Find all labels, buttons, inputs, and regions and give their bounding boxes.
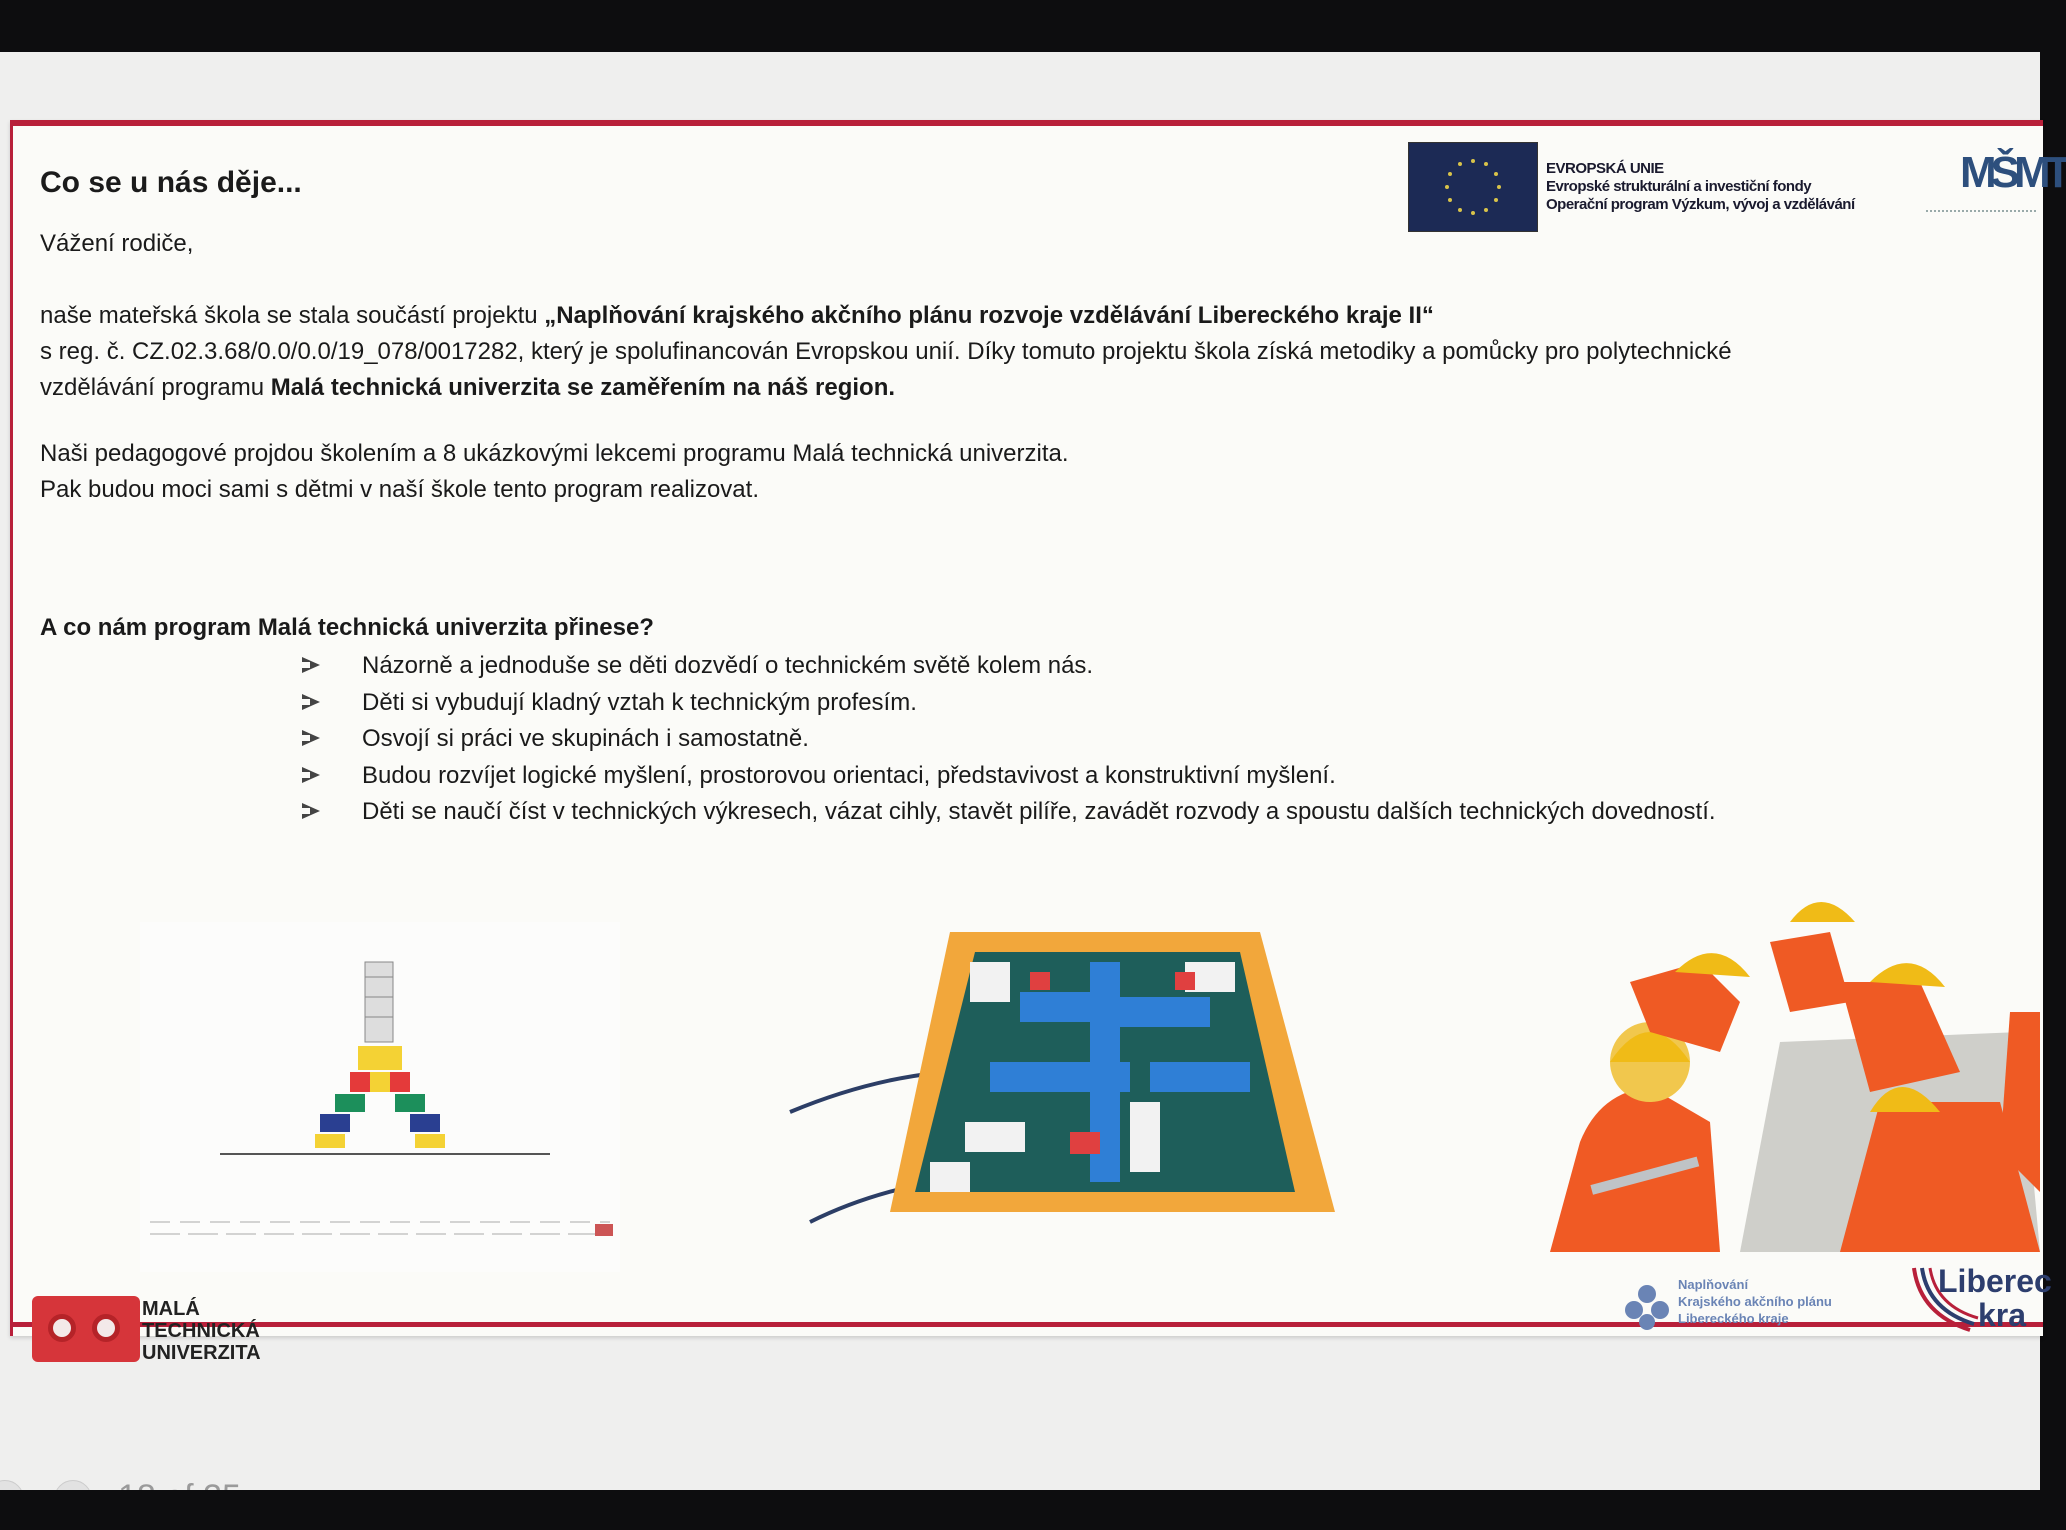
eu-star-icon: [1494, 172, 1498, 176]
eu-star-icon: [1484, 208, 1488, 212]
eu-star-icon: [1448, 198, 1452, 202]
para1-text2: s reg. č. CZ.02.3.68/0.0/0.0/19_078/0017282, který je spolufinancován Evropskou unií. Díky tomuto projektu škola získá metodiky a pomůcky pro polytechnické: [40, 338, 1732, 365]
eu-star-icon: [1497, 185, 1501, 189]
nap-logo-line1: Naplňování: [1678, 1277, 1749, 1292]
slide-heading: Co se u nás děje...: [40, 166, 302, 199]
list-item: [300, 794, 1716, 831]
mtu-logo: [32, 1296, 140, 1362]
arrow-bullet-icon: [302, 767, 320, 783]
benefits-question: A co nám program Malá technická univerzita přinese?: [40, 614, 654, 641]
lego-board-image: [790, 922, 1340, 1242]
screen-bezel: [0, 1490, 2040, 1530]
bullet-text: Děti se naučí číst v technických výkresech, vázat cihly, stavět pilíře, zavádět rozvody a spoustu dalších technických dovedností.: [362, 798, 1716, 825]
nap-flower-icon: [1622, 1282, 1672, 1332]
para1-text3: vzdělávání programu: [40, 374, 271, 401]
bullet-text: Děti si vybudují kladný vztah k technickým profesím.: [362, 688, 917, 716]
para2-line1: Naši pedagogové projdou školením a 8 ukázkovými lekcemi programu Malá technická univerzita.: [40, 440, 1069, 467]
children-photo: [1540, 892, 2040, 1252]
project-name: „Naplňování krajského akčního plánu rozvoje vzdělávání Libereckého kraje II“: [544, 302, 1434, 329]
arrow-bullet-icon: [302, 730, 320, 746]
list-item: [300, 648, 1716, 685]
gear-icon: [48, 1314, 76, 1342]
bullet-text: Názorně a jednoduše se děti dozvědí o technickém světě kolem nás.: [362, 652, 1094, 679]
eu-star-icon: [1471, 211, 1475, 215]
list-item: [300, 758, 1716, 795]
bullet-text: Budou rozvíjet logické myšlení, prostorovou orientaci, představivost a konstruktivní myšlení.: [362, 761, 1336, 789]
greeting: Vážení rodiče,: [40, 230, 194, 257]
gear-icon: [92, 1314, 120, 1342]
eu-star-icon: [1484, 162, 1488, 166]
pillar-drawing-image: [140, 922, 620, 1272]
eu-star-icon: [1458, 162, 1462, 166]
eu-flag-logo: [1408, 142, 1538, 232]
nap-logo-text: [1678, 1276, 1832, 1327]
eu-logo-line2: Evropské strukturální a investiční fondy: [1546, 178, 1812, 195]
eu-logo-text: [1546, 160, 1855, 214]
bullet-text: Osvojí si práci ve skupinách i samostatně.: [362, 725, 809, 752]
liberec-logo-line1: Liberec: [1938, 1263, 2052, 1299]
project-paragraph: [40, 298, 1990, 406]
arrow-bullet-icon: [302, 803, 320, 819]
eu-star-icon: [1471, 159, 1475, 163]
training-paragraph: [40, 436, 1990, 508]
eu-star-icon: [1445, 185, 1449, 189]
arrow-bullet-icon: [302, 694, 320, 710]
viewer-area: [0, 52, 2066, 1492]
mtu-logo-line3: UNIVERZITA: [142, 1342, 261, 1364]
nap-logo-line3: Libereckého kraje: [1678, 1311, 1789, 1326]
mtu-logo-line1: MALÁ: [142, 1298, 200, 1320]
eu-logo-line1: EVROPSKÁ UNIE: [1546, 160, 1664, 177]
liberec-logo-line2: kra: [1978, 1297, 2027, 1333]
mtu-logo-line2: TECHNICKÁ: [142, 1320, 260, 1342]
para1-text1: naše mateřská škola se stala součástí projektu: [40, 302, 545, 329]
para2-line2: Pak budou moci sami s dětmi v naší škole tento program realizovat.: [40, 476, 759, 503]
msmt-logo: MŠMT: [1960, 148, 2066, 197]
nap-logo-line2: Krajského akčního plánu: [1678, 1294, 1832, 1309]
list-item: [300, 721, 1716, 758]
program-name: Malá technická univerzita se zaměřením na náš region.: [270, 374, 896, 401]
eu-star-icon: [1494, 198, 1498, 202]
liberec-logo-text: [1938, 1264, 2052, 1332]
eu-logo-line3: Operační program Výzkum, vývoj a vzdělávání: [1546, 196, 1855, 213]
eu-star-icon: [1458, 208, 1462, 212]
list-item: [300, 685, 1716, 722]
mtu-logo-text: [142, 1298, 261, 1364]
msmt-logo-caption: [1926, 210, 2036, 226]
eu-star-icon: [1448, 172, 1452, 176]
arrow-bullet-icon: [302, 657, 320, 673]
benefits-list: [300, 648, 1716, 831]
